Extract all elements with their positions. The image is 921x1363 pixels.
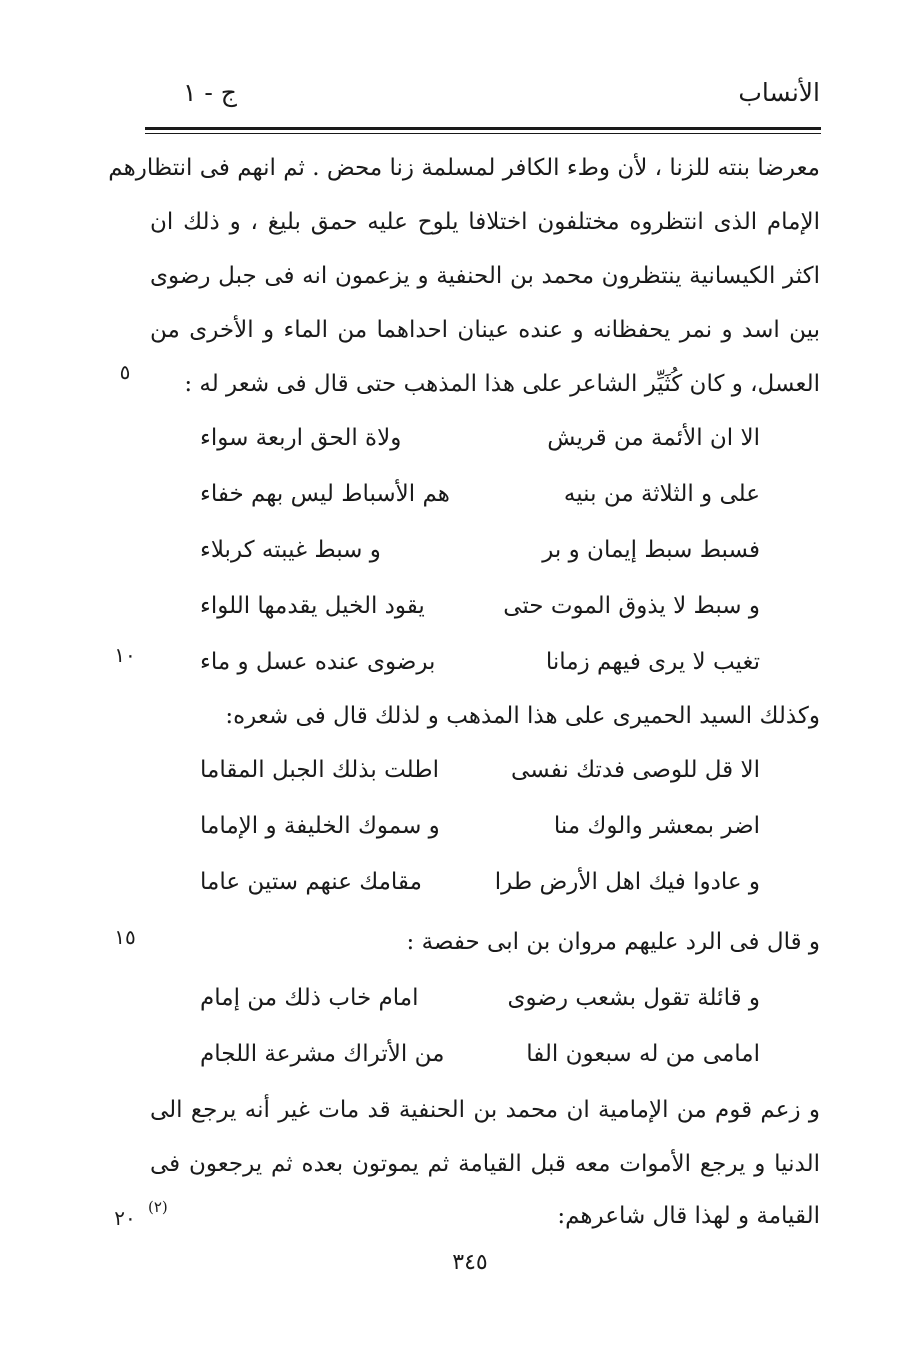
- verse-second-hemistich: برضوى عنده عسل و ماء: [200, 649, 436, 675]
- verse-first-hemistich: الا قل للوصى فدتك نفسى: [511, 757, 760, 783]
- verse-line: [200, 1034, 760, 1074]
- verse-first-hemistich: فسبط سبط إيمان و بر: [542, 537, 760, 563]
- verse-second-hemistich: امام خاب ذلك من إمام: [200, 985, 419, 1011]
- verse-first-hemistich: على و الثلاثة من بنيه: [563, 481, 760, 507]
- prose-line: اكثر الكيسانية ينتظرون محمد بن الحنفية و يزعمون انه فى جبل رضوى: [150, 263, 820, 289]
- verse-second-hemistich: يقود الخيل يقدمها اللواء: [200, 593, 425, 619]
- verse-line: [200, 642, 760, 682]
- verse-second-hemistich: اطلت بذلك الجبل المقاما: [200, 757, 439, 783]
- verse-line: [200, 474, 760, 514]
- verse-line: [200, 750, 760, 790]
- verse-line: [200, 978, 760, 1018]
- header-rule-thick: [145, 127, 821, 130]
- verse-second-hemistich: من الأتراك مشرعة اللجام: [200, 1041, 445, 1067]
- verse-second-hemistich: و سبط غيبته كربلاء: [200, 537, 381, 563]
- prose-line: و قال فى الرد عليهم مروان بن ابى حفصة :: [406, 929, 820, 955]
- verse-first-hemistich: امامى من له سبعون الفا: [526, 1041, 760, 1067]
- footnote-marker: (٢): [148, 1198, 168, 1216]
- prose-line: الإمام الذى انتظروه مختلفون اختلافا يلوح عليه حمق بليغ ، و ذلك ان: [150, 209, 820, 235]
- verse-line: [200, 418, 760, 458]
- verse-first-hemistich: الا ان الأئمة من قريش: [547, 425, 760, 451]
- verse-second-hemistich: ولاة الحق اربعة سواء: [200, 425, 402, 451]
- verse-first-hemistich: و عادوا فيك اهل الأرض طرا: [494, 869, 760, 895]
- prose-line: وكذلك السيد الحميرى على هذا المذهب و لذلك قال فى شعره:: [225, 703, 820, 729]
- margin-line-number: ٢٠: [114, 1206, 136, 1230]
- verse-line: [200, 862, 760, 902]
- prose-line: و زعم قوم من الإمامية ان محمد بن الحنفية قد مات غير أنه يرجع الى: [150, 1097, 820, 1123]
- prose-line: الدنيا و يرجع الأموات معه قبل القيامة ثم يموتون بعده ثم يرجعون فى: [150, 1151, 820, 1177]
- prose-line: القيامة و لهذا قال شاعرهم:: [557, 1203, 820, 1229]
- header-rule-thin: [145, 133, 821, 134]
- verse-first-hemistich: و سبط لا يذوق الموت حتى: [503, 593, 760, 619]
- verse-second-hemistich: مقامك عنهم ستين عاما: [200, 869, 422, 895]
- margin-line-number: ١٠: [114, 643, 136, 667]
- margin-line-number: ٥: [119, 360, 131, 384]
- verse-line: [200, 586, 760, 626]
- prose-line: العسل، و كان كُثَيِّر الشاعر على هذا المذهب حتى قال فى شعر له :: [184, 371, 820, 397]
- verse-second-hemistich: هم الأسباط ليس بهم خفاء: [200, 481, 450, 507]
- verse-first-hemistich: و قائلة تقول بشعب رضوى: [507, 985, 760, 1011]
- margin-line-number: ١٥: [114, 925, 136, 949]
- prose-line: معرضا بنته للزنا ، لأن وطء الكافر لمسلمة زنا محض . ثم انهم فى انتظارهم: [108, 155, 820, 181]
- verse-line: [200, 530, 760, 570]
- verse-line: [200, 806, 760, 846]
- running-header-title: الأنساب: [738, 78, 820, 107]
- running-header-volume: ج - ١: [183, 78, 237, 107]
- verse-first-hemistich: اضر بمعشر والوك منا: [553, 813, 760, 839]
- verse-second-hemistich: و سموك الخليفة و الإماما: [200, 813, 440, 839]
- prose-line: بين اسد و نمر يحفظانه و عنده عينان احداهما من الماء و الأخرى من: [150, 317, 820, 343]
- verse-first-hemistich: تغيب لا يرى فيهم زمانا: [545, 649, 760, 675]
- page-number: ٣٤٥: [452, 1250, 488, 1275]
